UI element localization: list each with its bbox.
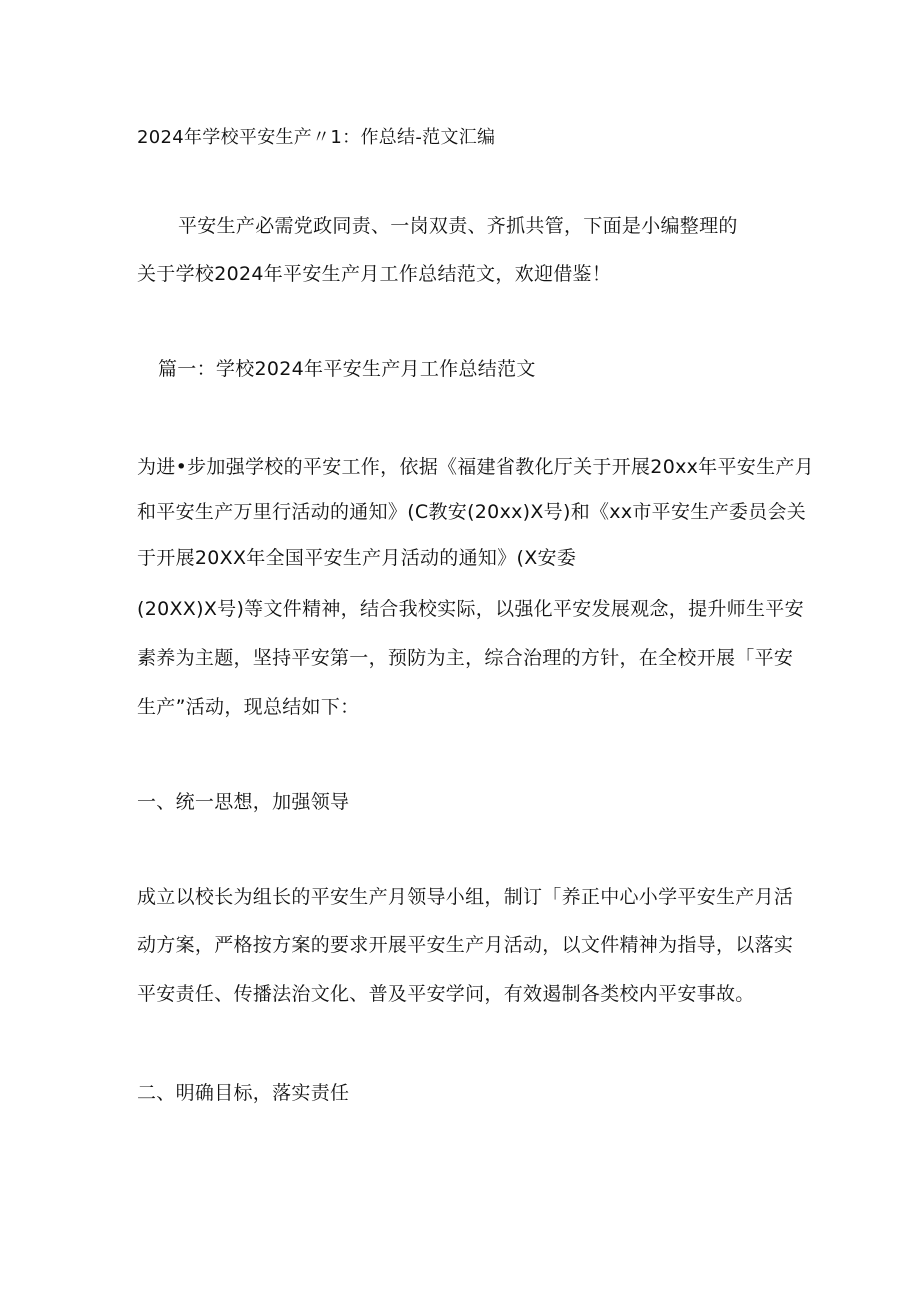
paragraph1-line-3: 于开展20XX年全国平安生产月活动的通知》(X安委 <box>137 547 577 569</box>
paragraph1-line-1: 为进•步加强学校的平安工作，依据《福建省教化厅关于开展20xx年平安生产月 <box>137 456 814 478</box>
intro-line-2: 关于学校2024年平安生产月工作总结范文，欢迎借鉴！ <box>137 263 612 285</box>
section1-line-2: 动方案，严格按方案的要求开展平安生产月活动，以文件精神为指导，以落实 <box>137 934 794 956</box>
section1-line-3: 平安责任、传播法治文化、普及平安学问，有效遏制各类校内平安事故。 <box>137 983 755 1005</box>
paragraph1-line-4: (20XX)X号)等文件精神，结合我校实际，以强化平安发展观念，提升师生平安 <box>137 598 804 620</box>
article-heading: 篇一：学校2024年平安生产月工作总结范文 <box>158 358 536 380</box>
section1-line-1: 成立以校长为组长的平安生产月领导小组，制订「养正中心小学平安生产月活 <box>137 886 794 908</box>
section1-heading: 一、统一思想，加强领导 <box>137 791 350 813</box>
paragraph1-line-2: 和平安生产万里行活动的通知》(C教安(20xx)X号)和《xx市平安生产委员会关 <box>137 501 807 523</box>
document-title: 2024年学校平安生产〃1：作总结-范文汇编 <box>137 127 496 148</box>
paragraph1-line-6: 生产”活动，现总结如下： <box>137 696 360 718</box>
section2-heading: 二、明确目标，落实责任 <box>137 1082 350 1104</box>
paragraph1-line-5: 素养为主题，坚持平安第一，预防为主，综合治理的方针，在全校开展「平安 <box>137 647 794 669</box>
intro-line-1: 平安生产必需党政同责、一岗双责、齐抓共管，下面是小编整理的 <box>178 215 738 237</box>
